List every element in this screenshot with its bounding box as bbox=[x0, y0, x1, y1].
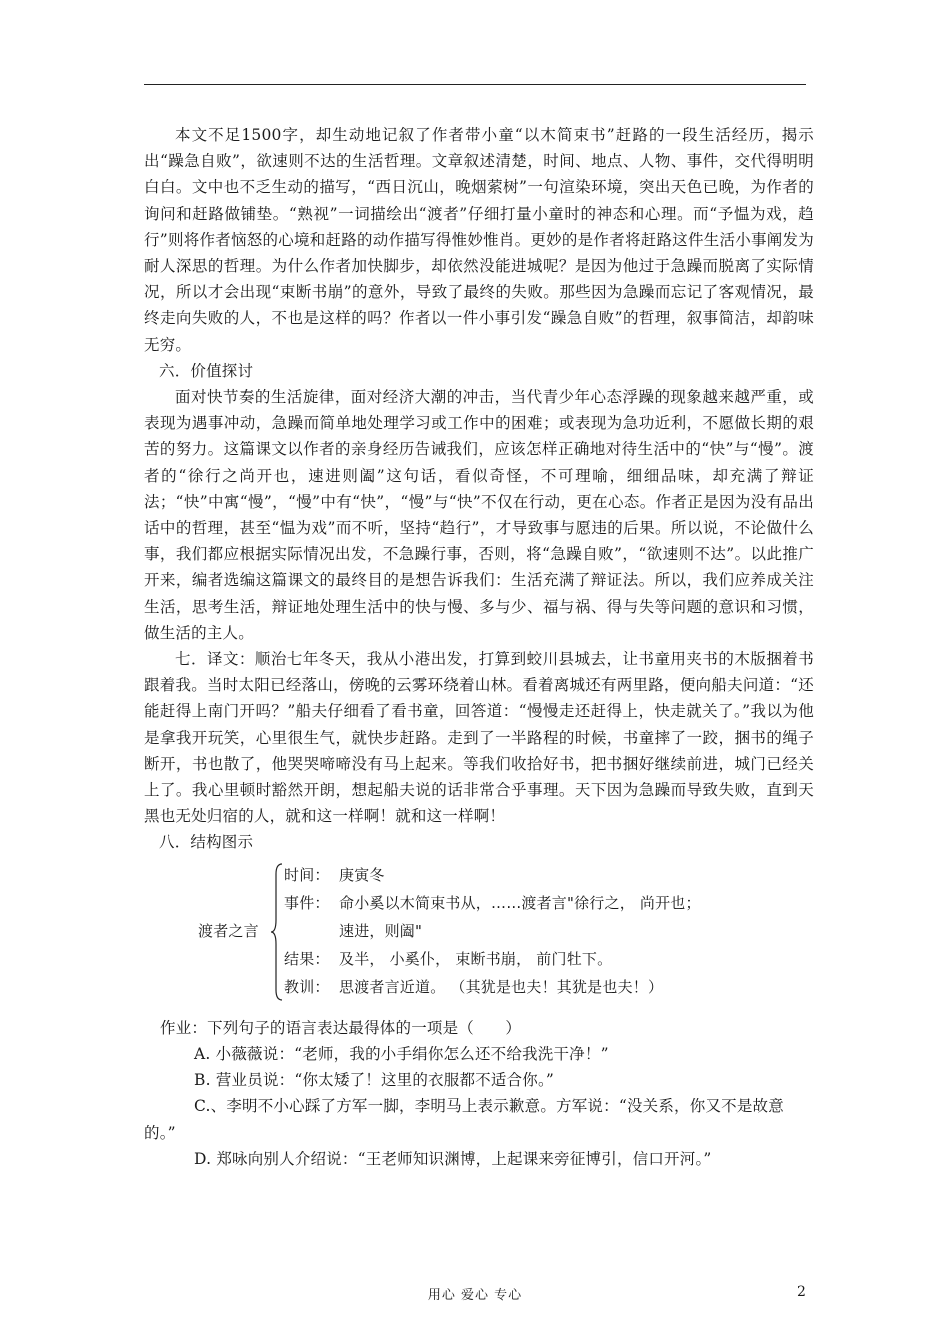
structure-row-value: 速进，则阖" bbox=[339, 921, 423, 940]
structure-row-value: 命小奚以木简束书从，……渡者言"徐行之， 尚开也； bbox=[339, 893, 701, 912]
structure-row-event-cont bbox=[284, 918, 422, 944]
section-heading-value-discussion: 六．价值探讨 bbox=[159, 361, 254, 380]
page-content bbox=[144, 122, 814, 1172]
homework-question: 作业：下列句子的语言表达最得体的一项是（ ） bbox=[160, 1018, 522, 1037]
structure-row-value: 思渡者言近道。 （其犹是也夫！其犹是也夫！） bbox=[339, 977, 664, 996]
structure-row-time bbox=[284, 862, 385, 888]
structure-diagram bbox=[144, 862, 814, 1007]
homework-option-d: D. 郑咏向别人介绍说：“王老师知识渊博，上起课来旁征博引，信口开河。” bbox=[194, 1149, 712, 1168]
footer-slogan: 用心 爱心 专心 bbox=[427, 1288, 523, 1303]
translation-paragraph: 七．译文：顺治七年冬天，我从小港出发，打算到蛟川县城去，让书童用夹书的木版捆着书跟着我。当时太阳已经落山，傍晚的云雾环绕着山林。看着离城还有两里路，便向船夫问道：“还能赶得上南门开吗？”船夫仔细看了看书童，回答道：“慢慢走还赶得上，快走就关了。”我以为他是拿我开玩笑，心里很生气，就快步赶路。走到了一半路程的时候，书童摔了一跤，捆书的绳子断开，书也散了，他哭哭啼啼没有马上起来。等我们收拾好书，把书捆好继续前进，城门已经关上了。我心里顿时豁然开朗，想起船夫说的话非常合乎事理。天下因为急躁而导致失败，直到天黑也无处归宿的人，就和这一样啊！就和这一样啊！ bbox=[144, 650, 814, 826]
homework-option-a: A. 小薇薇说：“老师，我的小手绢你怎么还不给我洗干净！” bbox=[194, 1044, 609, 1063]
structure-row-label: 教训： bbox=[284, 977, 330, 996]
analysis-paragraph: 本文不足1500字，却生动地记叙了作者带小童“以木简束书”赶路的一段生活经历，揭示出“躁急自败”，欲速则不达的生活哲理。文章叙述清楚，时间、地点、人物、事件，交代得明明白白。文中也不乏生动的描写，“西日沉山，晚烟萦树”一句渲染环境，突出天色已晚，为作者的询问和赶路做铺垫。“熟视”一词描绘出“渡者”仔细打量小童时的神态和心理。而“予愠为戏，趋行”则将作者恼怒的心境和赶路的动作描写得惟妙惟肖。更妙的是作者将赶路这件生活小事阐发为耐人深思的哲理。为什么作者加快脚步，却依然没能进城呢？是因为他过于急躁而脱离了实际情况，所以才会出现“束断书崩”的意外，导致了最终的失败。那些因为急躁而忘记了客观情况，最终走向失败的人，不也是这样的吗？作者以一件小事引发“躁急自败”的哲理，叙事简洁，却韵味无穷。 bbox=[144, 126, 814, 354]
structure-row-lesson bbox=[284, 974, 663, 1000]
structure-row-label: 事件： bbox=[284, 893, 330, 912]
value-discussion-paragraph: 面对快节奏的生活旋律，面对经济大潮的冲击，当代青少年心态浮躁的现象越来越严重，或表现为遇事冲动，急躁而简单地处理学习或工作中的困难；或表现为急功近利，不愿做长期的艰苦的努力。这篇课文以作者的亲身经历告诫我们，应该怎样正确地对待生活中的“快”与“慢”。渡者的“徐行之尚开也，速进则阖”这句话，看似奇怪，不可理喻，细细品味，却充满了辩证法；“快”中寓“慢”，“慢”中有“快”，“慢”与“快”不仅在行动，更在心态。作者正是因为没有品出话中的哲理，甚至“愠为戏”而不听，坚持“趋行”，才导致事与愿违的后果。所以说，不论做什么事，我们都应根据实际情况出发，不急躁行事，否则，将“急躁自败”，“欲速则不达”。以此推广开来，编者选编这篇课文的最终目的是想告诉我们：生活充满了辩证法。所以，我们应养成关注生活，思考生活，辩证地处理生活中的快与慢、多与少、福与祸、得与失等问题的意识和习惯，做生活的主人。 bbox=[144, 388, 814, 642]
structure-root-label: 渡者之言 bbox=[198, 921, 259, 940]
structure-row-label: 结果： bbox=[284, 949, 330, 968]
page-number: 2 bbox=[797, 1284, 806, 1300]
structure-row-label: 时间： bbox=[284, 865, 330, 884]
structure-row-event bbox=[284, 890, 701, 916]
section-heading-structure: 八．结构图示 bbox=[159, 833, 254, 852]
structure-row-value: 及半， 小奚仆， 束断书崩， 前门牡下。 bbox=[339, 949, 613, 968]
header-rule bbox=[144, 84, 806, 85]
homework-option-b: B. 营业员说：“你太矮了！这里的衣服都不适合你。” bbox=[194, 1071, 555, 1090]
homework-option-c: C.、李明不小心踩了方军一脚，李明马上表示歉意。方军说：“没关系，你又不是故意 bbox=[194, 1097, 784, 1116]
structure-row-value: 庚寅冬 bbox=[339, 865, 385, 884]
structure-row-result bbox=[284, 946, 612, 972]
homework-section bbox=[144, 1015, 814, 1172]
curly-brace-icon bbox=[270, 862, 284, 1002]
homework-option-c-cont: 的。” bbox=[144, 1123, 176, 1142]
